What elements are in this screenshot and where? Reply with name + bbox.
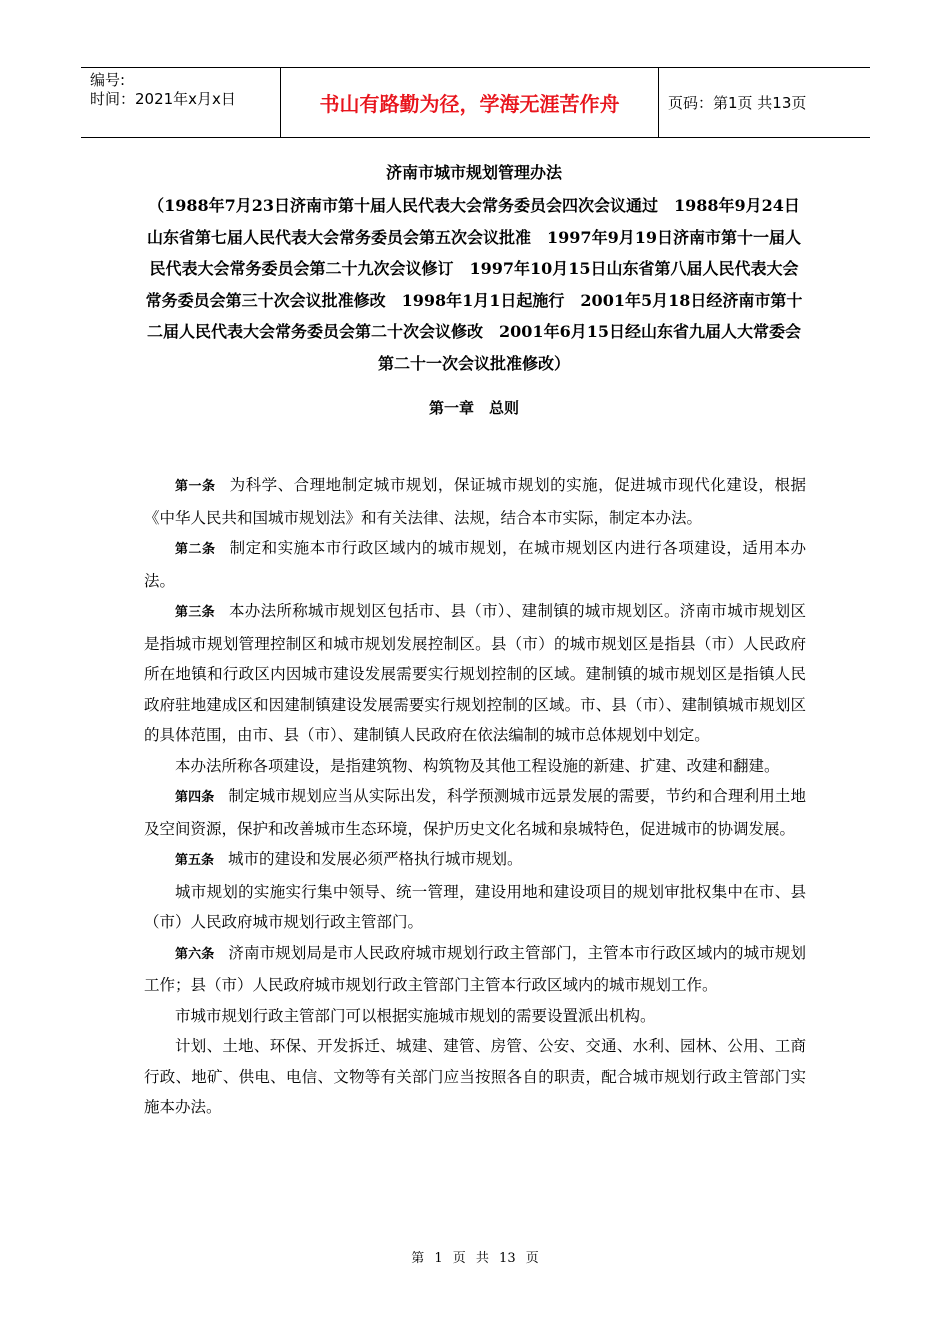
paragraph-text: 计划、土地、环保、开发拆迁、城建、建管、房管、公安、交通、水利、园林、公用、工商行政、地矿、供电、电信、文物等有关部门应当按照各自的职责，配合城市规划行政主管部门实施本办法。 bbox=[144, 1037, 806, 1116]
paragraph bbox=[144, 781, 806, 844]
article-number: 第五条 bbox=[175, 853, 215, 868]
document-title: 济南市城市规划管理办法 bbox=[385, 163, 562, 182]
article-number: 第四条 bbox=[175, 790, 215, 805]
document-date-label: 时间：2021年x月x日 bbox=[90, 90, 236, 108]
header-motto: 书山有路勤为径，学海无涯苦作舟 bbox=[280, 68, 659, 137]
paragraph-text: 制定城市规划应当从实际出发，科学预测城市远景发展的需要，节约和合理利用土地及空间资源，保护和改善城市生态环境，保护历史文化名城和泉城特色，促进城市的协调发展。 bbox=[144, 787, 806, 838]
paragraph-text: 制定和实施本市行政区域内的城市规划，在城市规划区内进行各项建设，适用本办法。 bbox=[144, 539, 806, 590]
paragraph bbox=[144, 844, 806, 877]
paragraph-text: 城市规划的实施实行集中领导、统一管理，建设用地和建设项目的规划审批权集中在市、县（市）人民政府城市规划行政主管部门。 bbox=[144, 882, 806, 931]
paragraph bbox=[144, 533, 806, 596]
paragraph bbox=[144, 877, 806, 938]
paragraph-text: 为科学、合理地制定城市规划，保证城市规划的实施，促进城市现代化建设，根据《中华人民共和国城市规划法》和有关法律、法规，结合本市实际，制定本办法。 bbox=[144, 476, 806, 527]
document-code-label: 编号: bbox=[90, 71, 126, 89]
paragraph-text: 城市的建设和发展必须严格执行城市规划。 bbox=[228, 850, 523, 868]
paragraph bbox=[144, 596, 806, 751]
paragraph-text: 市城市规划行政主管部门可以根据实施城市规划的需要设置派出机构。 bbox=[175, 1006, 656, 1025]
header-page-info: 页码：第1页 共13页 bbox=[668, 94, 807, 112]
paragraph-text: 本办法所称城市规划区包括市、县（市）、建制镇的城市规划区。济南市城市规划区是指城市规划管理控制区和城市规划发展控制区。县（市）的城市规划区是指县（市）人民政府所在地镇和行政区内因城市建设发展需要实行规划控制的区域。建制镇的城市规划区是指镇人民政府驻地建成区和因建制镇建设发展需要实行规划控制的区域。市、县（市）、建制镇城市规划区的具体范围，由市、县（市）、建制镇人民政府在依法编制的城市总体规划中划定。 bbox=[144, 602, 806, 744]
paragraph-text: 济南市规划局是市人民政府城市规划行政主管部门，主管本市行政区域内的城市规划工作；县（市）人民政府城市规划行政主管部门主管本行政区域内的城市规划工作。 bbox=[144, 943, 806, 994]
article-number: 第六条 bbox=[175, 946, 215, 962]
chapter-heading: 第一章 总则 bbox=[428, 399, 519, 417]
document-subtitle: （1988年7月23日济南市第十届人民代表大会常务委员会四次会议通过 1988年9月24日山东省第七届人民代表大会常务委员会第五次会议批准 1997年9月19日济南市第十一届人民代表大会常务委员会第二十九次会议修订 1997年10月15日山东省第八届人民代表大会常务委员会第三十次会议批准修改 1998年1月1日起施行 2001年5月18日经济南市第十二届人民代表大会常务委员会第二十次会议修改 2001年6月15日经山东省九届人大常委会第二十一次会议批准修改） bbox=[145, 196, 803, 373]
paragraph bbox=[144, 751, 806, 782]
page-header bbox=[81, 67, 870, 138]
article-number: 第三条 bbox=[175, 605, 215, 620]
article-number: 第一条 bbox=[175, 479, 216, 494]
paragraph bbox=[144, 1031, 806, 1123]
article-number: 第二条 bbox=[175, 542, 216, 557]
paragraph bbox=[144, 1001, 806, 1032]
document-body bbox=[144, 470, 806, 1123]
paragraph-text: 本办法所称各项建设，是指建筑物、构筑物及其他工程设施的新建、扩建、改建和翻建。 bbox=[175, 756, 780, 775]
page-footer: 第 1 页 共 13 页 bbox=[411, 1251, 539, 1266]
header-meta bbox=[81, 68, 280, 137]
paragraph bbox=[144, 938, 806, 1001]
paragraph bbox=[144, 470, 806, 533]
